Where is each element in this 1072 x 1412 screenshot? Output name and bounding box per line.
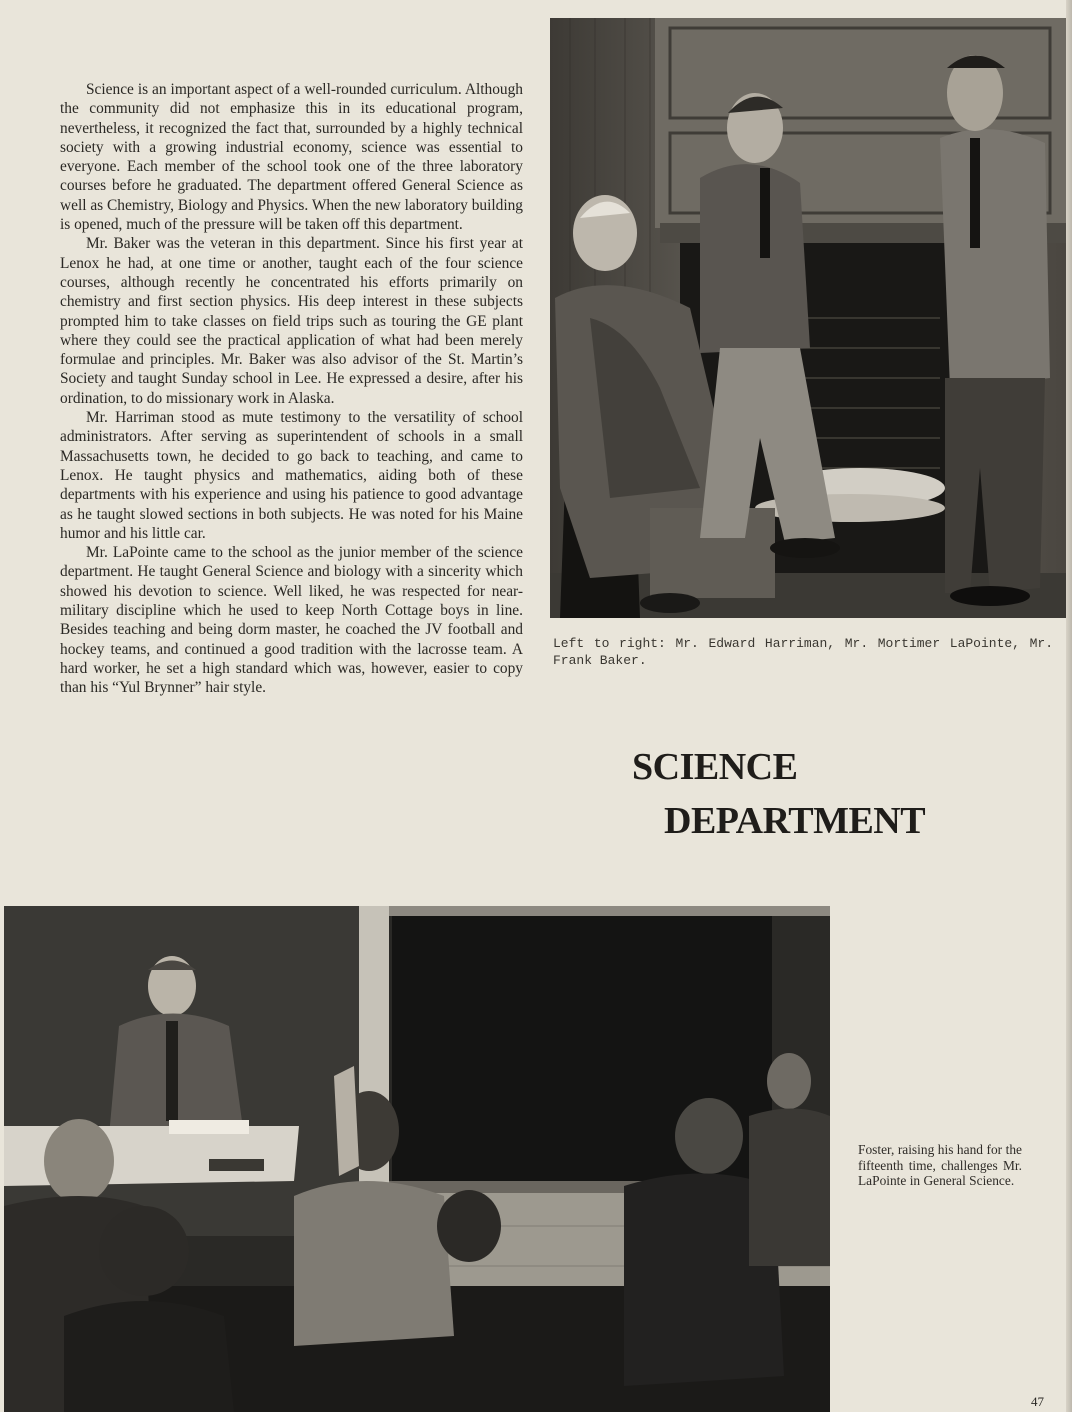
classroom-photo-caption: Foster, raising his hand for the fifteenth time, challenges Mr. LaPointe in General Science. [858, 1142, 1022, 1189]
article-body [60, 80, 523, 698]
article-paragraph-1: Science is an important aspect of a well-rounded curriculum. Although the community did not emphasize this in its educational program, nevertheless, it recognized the fact that, surrounded by a highly technical society with a growing industrial economy, science was essential to everyone. Each member of the school took one of the three laboratory courses before he graduated. The department offered General Science as well as Chemistry, Biology and Physics. When the new laboratory building is opened, much of the pressure will be taken off this department. [60, 81, 523, 234]
faculty-photo-caption: Left to right: Mr. Edward Harriman, Mr. Mortimer LaPointe, Mr. Frank Baker. [553, 636, 1053, 668]
section-title [600, 740, 1020, 848]
article-paragraph-2: Mr. Baker was the veteran in this department. Since his first year at Lenox he had, at one time or another, taught each of the four science courses, although recently he concentrated his efforts primarily on chemistry and first section physics. His deep interest in these subjects prompted him to take classes on field trips such as touring the GE plant where they could see the practical application of what had been merely formulae and principles. Mr. Baker was also advisor of the St. Martin’s Society and taught Sunday school in Lee. He expressed a desire, after his ordination, to do missionary work in Alaska. [60, 235, 523, 407]
page-edge [1066, 0, 1072, 1412]
section-title-line1: SCIENCE [632, 746, 798, 788]
article-paragraph-3: Mr. Harriman stood as mute testimony to the versatility of school administrators. After serving as superintendent of schools in a small Massachusetts town, he decided to go back to teaching, and came to Lenox. He taught physics and mathematics, aiding both of these departments with his experience and using his patience to good advantage as he taught slowed sections in both subjects. He was noted for his Maine humor and his little car. [60, 409, 523, 542]
article-paragraph-4: Mr. LaPointe came to the school as the junior member of the science department. He taught General Science and biology with a sincerity which showed his devotion to science. Well liked, he was respected for near-military discipline which he used to keep North Cottage boys in line. Besides teaching and being dorm master, he coached the JV football and hockey teams, and continued a good tradition with the lacrosse team. A hard worker, he set a high standard which was, however, easier to copy than his “Yul Brynner” hair style. [60, 544, 523, 697]
classroom-photo [4, 906, 830, 1412]
faculty-photo-image [550, 18, 1066, 618]
section-title-line2: DEPARTMENT [664, 800, 926, 842]
page-number: 47 [1031, 1394, 1044, 1409]
faculty-photo [550, 18, 1066, 618]
classroom-photo-image [4, 906, 830, 1412]
